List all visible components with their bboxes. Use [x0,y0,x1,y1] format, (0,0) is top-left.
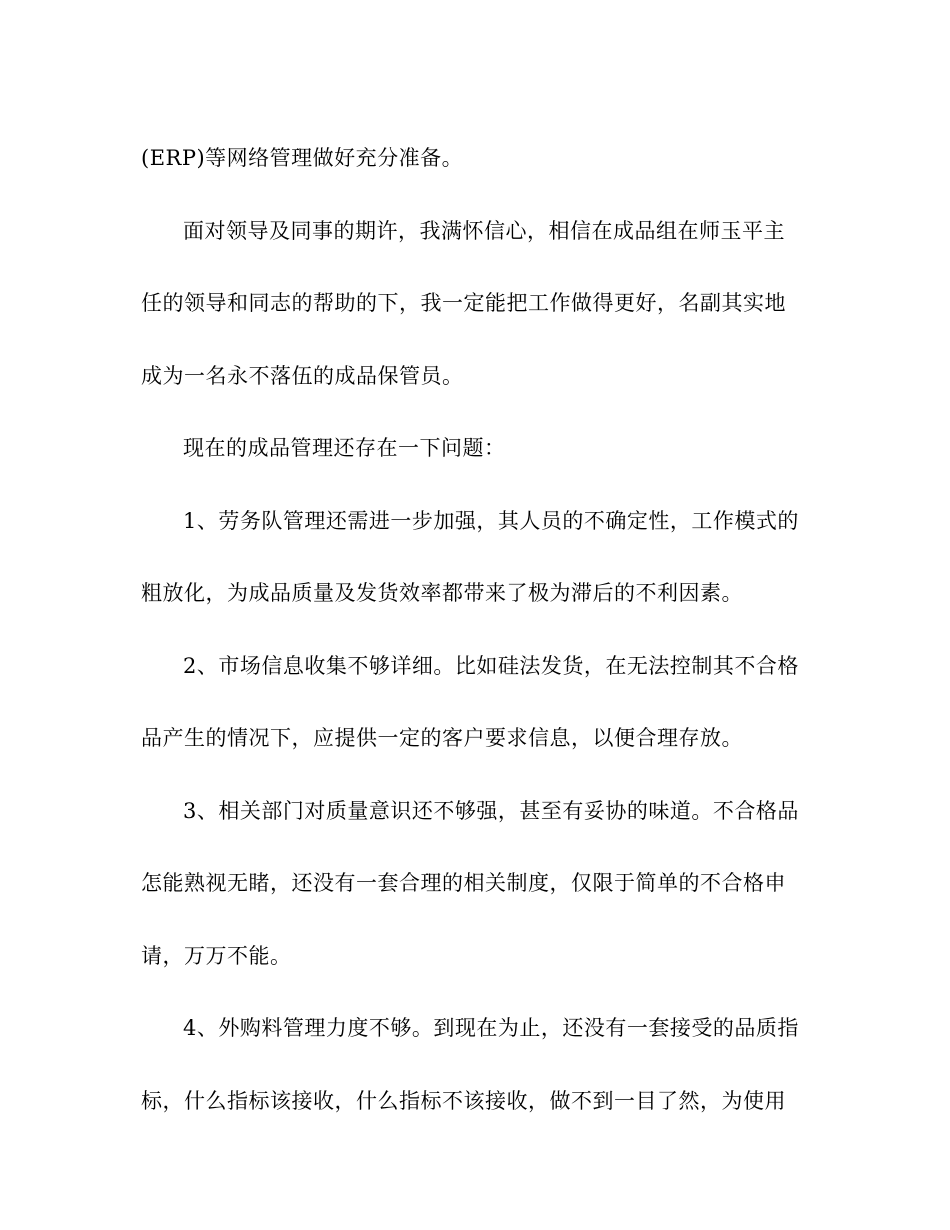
text-line-5: 现在的成品管理还存在一下问题： [183,436,506,460]
text-line-4: 成为一名永不落伍的成品保管员。 [141,363,464,388]
text-line-9: 品产生的情况下，应提供一定的客户要求信息，以便合理存放。 [141,726,743,750]
text-line-1: (ERP)等网络管理做好充分准备。 [141,146,464,170]
text-line-11: 怎能熟视无睹，还没有一套合理的相关制度，仅限于简单的不合格申 [141,871,786,895]
text-line-2: 面对领导及同事的期许，我满怀信心，相信在成品组在师玉平主 [183,218,785,243]
document-body [141,122,805,1137]
text-line-7: 粗放化，为成品质量及发货效率都带来了极为滞后的不利因素。 [141,581,743,605]
text-line-12: 请，万万不能。 [141,943,292,968]
text-line-10: 3、相关部门对质量意识还不够强，甚至有妥协的味道。不合格品 [183,798,799,823]
text-line-3: 任的领导和同志的帮助的下，我一定能把工作做得更好，名副其实地 [141,291,786,315]
text-line-13: 4、外购料管理力度不够。到现在为止，还没有一套接受的品质指 [183,1016,799,1040]
text-line-8: 2、市场信息收集不够详细。比如硅法发货，在无法控制其不合格 [183,653,799,678]
text-line-6: 1、劳务队管理还需进一步加强，其人员的不确定性，工作模式的 [183,508,799,533]
text-line-14: 标，什么指标该接收，什么指标不该接收，做不到一目了然，为使用 [141,1088,786,1113]
